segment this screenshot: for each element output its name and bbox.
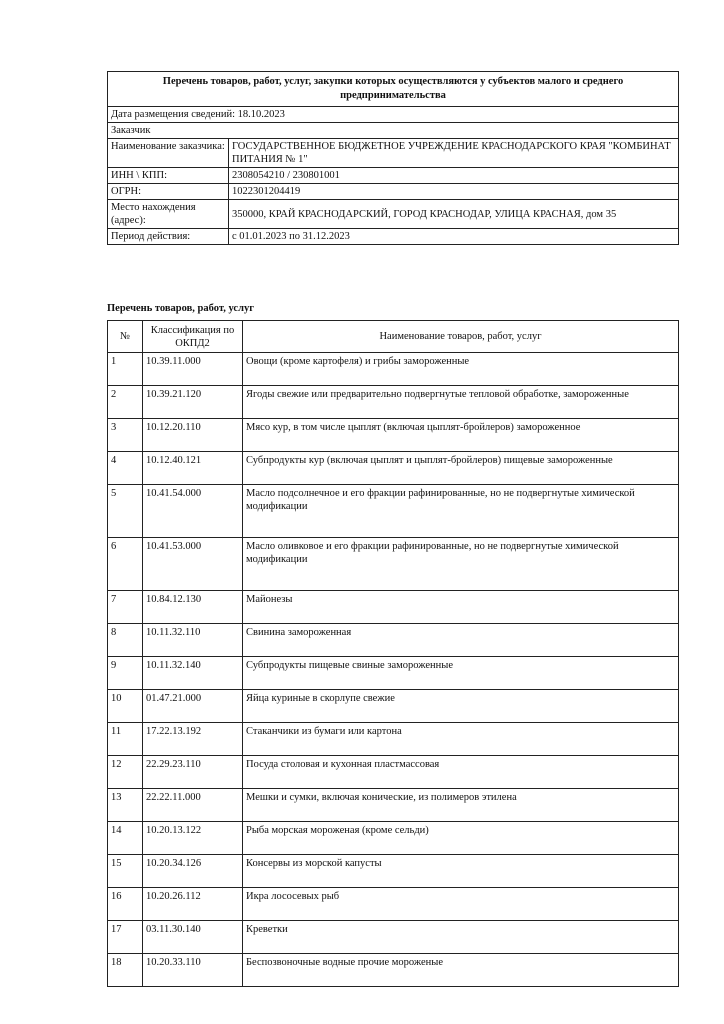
- customer-name-value: ГОСУДАРСТВЕННОЕ БЮДЖЕТНОЕ УЧРЕЖДЕНИЕ КРАСНОДАРСКОГО КРАЯ "КОМБИНАТ ПИТАНИЯ № 1": [229, 139, 679, 168]
- okpd2-code: 22.29.23.110: [143, 756, 243, 789]
- ogrn-label: ОГРН:: [108, 184, 229, 200]
- table-row: [108, 353, 679, 386]
- okpd2-code: 10.20.34.126: [143, 855, 243, 888]
- ogrn-value: 1022301204419: [229, 184, 679, 200]
- okpd2-code: 10.39.11.000: [143, 353, 243, 386]
- okpd2-code: 17.22.13.192: [143, 723, 243, 756]
- okpd2-code: 22.22.11.000: [143, 789, 243, 822]
- row-number: 8: [108, 624, 143, 657]
- row-number: 5: [108, 485, 143, 538]
- inn-kpp-label: ИНН \ КПП:: [108, 168, 229, 184]
- row-number: 9: [108, 657, 143, 690]
- address-label: Место нахождения (адрес):: [108, 200, 229, 229]
- goods-section-title: Перечень товаров, работ, услуг: [107, 303, 254, 314]
- row-number: 17: [108, 921, 143, 954]
- item-name: Ягоды свежие или предварительно подвергнутые тепловой обработке, замороженные: [243, 386, 679, 419]
- period-value: с 01.01.2023 по 31.12.2023: [229, 229, 679, 245]
- okpd2-code: 03.11.30.140: [143, 921, 243, 954]
- table-row: [108, 888, 679, 921]
- row-number: 2: [108, 386, 143, 419]
- inn-kpp-value: 2308054210 / 230801001: [229, 168, 679, 184]
- row-number: 14: [108, 822, 143, 855]
- item-name: Субпродукты пищевые свиные замороженные: [243, 657, 679, 690]
- row-number: 3: [108, 419, 143, 452]
- okpd2-code: 10.20.33.110: [143, 954, 243, 987]
- row-number: 4: [108, 452, 143, 485]
- item-name: Мешки и сумки, включая конические, из полимеров этилена: [243, 789, 679, 822]
- okpd2-code: 10.41.53.000: [143, 538, 243, 591]
- okpd2-code: 10.20.13.122: [143, 822, 243, 855]
- okpd2-code: 10.39.21.120: [143, 386, 243, 419]
- table-row: [108, 723, 679, 756]
- item-name: Яйца куриные в скорлупе свежие: [243, 690, 679, 723]
- customer-name-label: Наименование заказчика:: [108, 139, 229, 168]
- customer-info-table: [107, 71, 679, 245]
- item-name: Беспозвоночные водные прочие мороженые: [243, 954, 679, 987]
- table-row: [108, 756, 679, 789]
- item-name: Овощи (кроме картофеля) и грибы замороженные: [243, 353, 679, 386]
- publication-date: Дата размещения сведений: 18.10.2023: [108, 107, 679, 123]
- row-number: 18: [108, 954, 143, 987]
- table-row: [108, 954, 679, 987]
- period-label: Период действия:: [108, 229, 229, 245]
- item-name: Масло подсолнечное и его фракции рафинированные, но не подвергнутые химической модификации: [243, 485, 679, 538]
- okpd2-code: 10.11.32.110: [143, 624, 243, 657]
- item-name: Посуда столовая и кухонная пластмассовая: [243, 756, 679, 789]
- okpd2-code: 10.20.26.112: [143, 888, 243, 921]
- item-name: Икра лососевых рыб: [243, 888, 679, 921]
- table-row: [108, 690, 679, 723]
- goods-table-body: [108, 353, 679, 987]
- row-number: 1: [108, 353, 143, 386]
- table-row: [108, 419, 679, 452]
- item-name: Стаканчики из бумаги или картона: [243, 723, 679, 756]
- table-row: [108, 921, 679, 954]
- item-name: Креветки: [243, 921, 679, 954]
- column-header-number: №: [108, 321, 143, 353]
- table-row: [108, 386, 679, 419]
- okpd2-code: 10.12.20.110: [143, 419, 243, 452]
- item-name: Майонезы: [243, 591, 679, 624]
- okpd2-code: 01.47.21.000: [143, 690, 243, 723]
- table-row: [108, 538, 679, 591]
- row-number: 13: [108, 789, 143, 822]
- row-number: 16: [108, 888, 143, 921]
- item-name: Свинина замороженная: [243, 624, 679, 657]
- row-number: 15: [108, 855, 143, 888]
- item-name: Масло оливковое и его фракции рафинированные, но не подвергнутые химической модификации: [243, 538, 679, 591]
- address-value: 350000, КРАЙ КРАСНОДАРСКИЙ, ГОРОД КРАСНОДАР, УЛИЦА КРАСНАЯ, дом 35: [229, 200, 679, 229]
- table-row: [108, 657, 679, 690]
- item-name: Консервы из морской капусты: [243, 855, 679, 888]
- customer-section-label: Заказчик: [108, 123, 679, 139]
- table-row: [108, 452, 679, 485]
- row-number: 12: [108, 756, 143, 789]
- row-number: 7: [108, 591, 143, 624]
- row-number: 10: [108, 690, 143, 723]
- table-row: [108, 485, 679, 538]
- okpd2-code: 10.41.54.000: [143, 485, 243, 538]
- item-name: Мясо кур, в том числе цыплят (включая цыплят-бройлеров) замороженное: [243, 419, 679, 452]
- okpd2-code: 10.84.12.130: [143, 591, 243, 624]
- table-row: [108, 789, 679, 822]
- table-row: [108, 855, 679, 888]
- item-name: Субпродукты кур (включая цыплят и цыплят-бройлеров) пищевые замороженные: [243, 452, 679, 485]
- goods-table: [107, 320, 679, 987]
- table-row: [108, 822, 679, 855]
- goods-table-header: [108, 321, 679, 353]
- okpd2-code: 10.11.32.140: [143, 657, 243, 690]
- table-row: [108, 591, 679, 624]
- document-title: Перечень товаров, работ, услуг, закупки которых осуществляются у субъектов малого и среднего предпринимательства: [108, 72, 679, 107]
- column-header-okpd2: Классификация по ОКПД2: [143, 321, 243, 353]
- okpd2-code: 10.12.40.121: [143, 452, 243, 485]
- item-name: Рыба морская мороженая (кроме сельди): [243, 822, 679, 855]
- column-header-name: Наименование товаров, работ, услуг: [243, 321, 679, 353]
- row-number: 6: [108, 538, 143, 591]
- table-row: [108, 624, 679, 657]
- row-number: 11: [108, 723, 143, 756]
